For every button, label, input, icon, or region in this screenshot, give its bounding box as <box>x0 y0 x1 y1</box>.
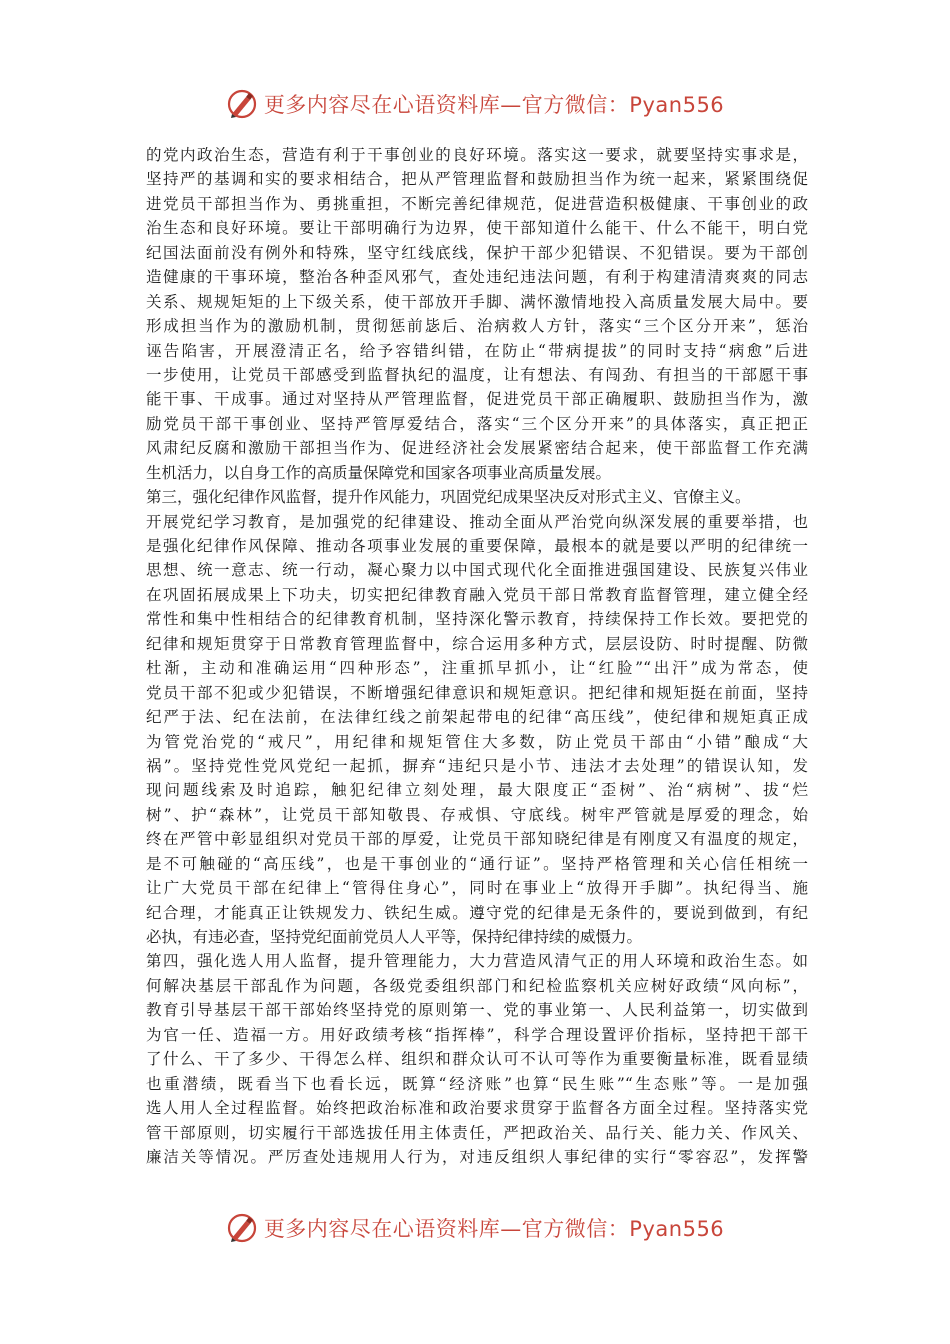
text-line: 教育引导基层干部干部始终坚持党的原则第一、党的事业第一、人民利益第一，切实做到 <box>146 1001 808 1020</box>
text-line: 管干部原则，切实履行干部选拔任用主体责任，严把政治关、品行关、能力关、作风关、 <box>146 1123 808 1142</box>
text-line: 为官一任、造福一方。用好政绩考核“指挥棒”，科学合理设置评价指标，坚持把干部干 <box>146 1025 808 1044</box>
pen-circle-logo-icon <box>226 1212 258 1244</box>
text-line: 也重潜绩，既看当下也看长远，既算“经济账”也算“民生账”“生态账”等。一是加强 <box>146 1074 808 1093</box>
text-line: 党员干部不犯或少犯错误，不断增强纪律意识和规矩意识。把纪律和规矩挺在前面，坚持 <box>146 683 808 702</box>
text-line: 纪严于法、纪在法前，在法律红线之前架起带电的纪律“高压线”，使纪律和规矩真正成 <box>146 708 808 727</box>
text-line: 风肃纪反腐和激励干部担当作为、促进经济社会发展紧密结合起来，使干部监督工作充满 <box>146 439 808 458</box>
text-line: 治生态和良好环境。要让干部明确行为边界，使干部知道什么能干、什么不能干，明白党 <box>146 219 808 238</box>
text-line: 关系、规规矩矩的上下级关系，使干部放开手脚、满怀激情地投入高质量发展大局中。要 <box>146 292 808 311</box>
section-heading-line: 第三，强化纪律作风监督，提升作风能力，巩固党纪成果坚决反对形式主义、官僚主义。 <box>146 488 751 507</box>
section-heading-line: 第四，强化选人用人监督，提升管理能力，大力营造风清气正的用人环境和政治生态。如 <box>146 952 808 971</box>
text-line: 现问题线索及时追踪，触犯纪律立刻处理，最大限度正“歪树”、治“病树”、拔“烂 <box>146 781 808 800</box>
text-line: 祸”。坚持党性党风党纪一起抓，摒弃“违纪只是小节、违法才去处理”的错误认知，发 <box>146 756 808 775</box>
header-watermark-text: 更多内容尽在心语资料库—官方微信：Pyan556 <box>263 93 725 117</box>
text-line: 坚持严的基调和实的要求相结合，把从严管理监督和鼓励担当作为统一起来，紧紧围绕促 <box>146 170 808 189</box>
text-line: 常性和集中性相结合的纪律教育机制，坚持深化警示教育，持续保持工作长效。要把党的 <box>146 610 808 629</box>
text-line: 造健康的干事环境，整治各种歪风邪气，查处违纪违法问题，有利于构建清清爽爽的同志 <box>146 268 808 287</box>
text-line: 让广大党员干部在纪律上“管得住身心”，同时在事业上“放得开手脚”。执纪得当、施 <box>146 879 808 898</box>
text-line: 树”、护“森林”，让党员干部知敬畏、存戒惧、守底线。树牢严管就是厚爱的理念，始 <box>146 805 808 824</box>
text-line: 纪合理，才能真正让铁规发力、铁纪生威。遵守党的纪律是无条件的，要说到做到，有纪 <box>146 903 808 922</box>
document-body <box>146 143 808 1189</box>
text-line: 选人用人全过程监督。始终把政治标准和政治要求贯穿于监督各方面全过程。坚持落实党 <box>146 1099 808 1118</box>
text-line: 诬告陷害，开展澄清正名，给予容错纠错，在防止“带病提拔”的同时支持“病愈”后进 <box>146 341 808 360</box>
text-line: 生机活力，以自身工作的高质量保障党和国家各项事业高质量发展。 <box>146 463 612 482</box>
footer-watermark-text: 更多内容尽在心语资料库—官方微信：Pyan556 <box>263 1217 725 1241</box>
text-line: 何解决基层干部乱作为问题，各级党委组织部门和纪检监察机关应树好政绩“风向标”， <box>146 976 808 995</box>
text-line: 纪律和规矩贯穿于日常教育管理监督中，综合运用多种方式，层层设防、时时提醒、防微 <box>146 634 808 653</box>
text-line: 能干事、干成事。通过对坚持从严管理监督，促进党员干部正确履职、鼓励担当作为，激 <box>146 390 808 409</box>
pen-circle-logo-icon <box>226 88 258 120</box>
text-line: 了什么、干了多少、干得怎么样、组织和群众认可不认可等作为重要衡量标准，既看显绩 <box>146 1050 808 1069</box>
text-line: 是强化纪律作风保障、推动各项事业发展的重要保障，最根本的就是要以严明的纪律统一 <box>146 537 808 555</box>
footer-watermark <box>0 1208 950 1248</box>
text-line: 的党内政治生态，营造有利于干事创业的良好环境。落实这一要求，就要坚持实事求是， <box>146 146 808 164</box>
text-line: 思想、统一意志、统一行动，凝心聚力以中国式现代化全面推进强国建设、民族复兴伟业 <box>146 561 808 580</box>
text-line: 在巩固拓展成果上下功夫，切实把纪律教育融入党员干部日常教育监督管理，建立健全经 <box>146 585 808 604</box>
text-line: 终在严管中彰显组织对党员干部的厚爱，让党员干部知晓纪律是有刚度又有温度的规定， <box>146 830 808 849</box>
text-line: 进党员干部担当作为、勇挑重担，不断完善纪律规范，促进营造积极健康、干事创业的政 <box>146 194 808 213</box>
text-line: 廉洁关等情况。严厉查处违规用人行为，对违反组织人事纪律的实行“零容忍”，发挥警 <box>146 1147 808 1166</box>
text-line: 形成担当作为的激励机制，贯彻惩前毖后、治病救人方针，落实“三个区分开来”，惩治 <box>146 317 808 336</box>
text-line: 是不可触碰的“高压线”，也是干事创业的“通行证”。坚持严格管理和关心信任相统一 <box>146 854 808 873</box>
header-watermark <box>0 84 950 124</box>
text-line: 必执，有违必查，坚持党纪面前党员人人平等，保持纪律持续的威慑力。 <box>146 928 643 946</box>
text-line: 励党员干部干事创业、坚持严管厚爱结合，落实“三个区分开来”的具体落实，真正把正 <box>146 414 808 433</box>
text-line: 为管党治党的“戒尺”，用纪律和规矩管住大多数，防止党员干部由“小错”酿成“大 <box>146 732 808 751</box>
text-line: 一步使用，让党员干部感受到监督执纪的温度，让有想法、有闯劲、有担当的干部愿干事 <box>146 365 808 384</box>
text-line: 开展党纪学习教育，是加强党的纪律建设、推动全面从严治党向纵深发展的重要举措，也 <box>146 512 808 531</box>
text-line: 纪国法面前没有例外和特殊，坚守红线底线，保护干部少犯错误、不犯错误。要为干部创 <box>146 243 808 262</box>
text-line: 杜渐，主动和准确运用“四种形态”，注重抓早抓小，让“红脸”“出汗”成为常态，使 <box>146 659 808 678</box>
